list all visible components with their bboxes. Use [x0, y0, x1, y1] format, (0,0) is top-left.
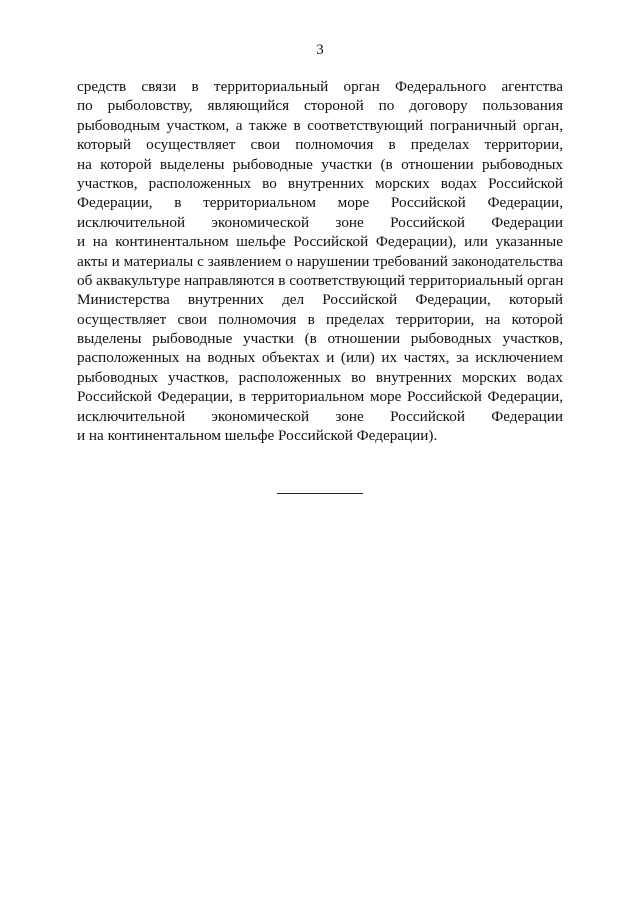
text-line: и на континентальном шельфе Российской Федерации), или указанные: [77, 233, 563, 251]
text-line: по рыболовству, являющийся стороной по договору пользования: [77, 97, 563, 115]
text-line: исключительной экономической зоне Российской Федерации: [77, 407, 563, 425]
text-line: Министерства внутренних дел Российской Федерации, который: [77, 291, 563, 309]
end-separator-line: [277, 493, 363, 494]
text-line: рыбоводных участков, расположенных во внутренних морских водах: [77, 368, 563, 386]
text-line: осуществляет свои полномочия в пределах территории, на которой: [77, 310, 563, 328]
text-line-last: и на континентальном шельфе Российской Федерации).: [77, 427, 438, 445]
body-paragraph: [77, 77, 563, 445]
page-number: 3: [316, 42, 324, 58]
text-line: который осуществляет свои полномочия в пределах территории,: [77, 136, 563, 154]
text-line: Российской Федерации, в территориальном море Российской Федерации,: [77, 388, 563, 406]
text-line: участков, расположенных во внутренних морских водах Российской: [77, 174, 563, 192]
text-line: исключительной экономической зоне Российской Федерации: [77, 213, 563, 231]
text-line: выделены рыбоводные участки (в отношении рыбоводных участков,: [77, 330, 563, 348]
text-line: расположенных на водных объектах и (или) их частях, за исключением: [77, 349, 563, 367]
text-line: на которой выделены рыбоводные участки (в отношении рыбоводных: [77, 155, 563, 173]
text-line: средств связи в территориальный орган Федерального агентства: [77, 78, 563, 95]
text-line: рыбоводным участком, а также в соответствующий пограничный орган,: [77, 116, 563, 134]
text-line: об аквакультуре направляются в соответствующий территориальный орган: [77, 271, 563, 289]
text-line: акты и материалы с заявлением о нарушении требований законодательства: [77, 252, 563, 270]
text-line: Федерации, в территориальном море Российской Федерации,: [77, 194, 563, 212]
